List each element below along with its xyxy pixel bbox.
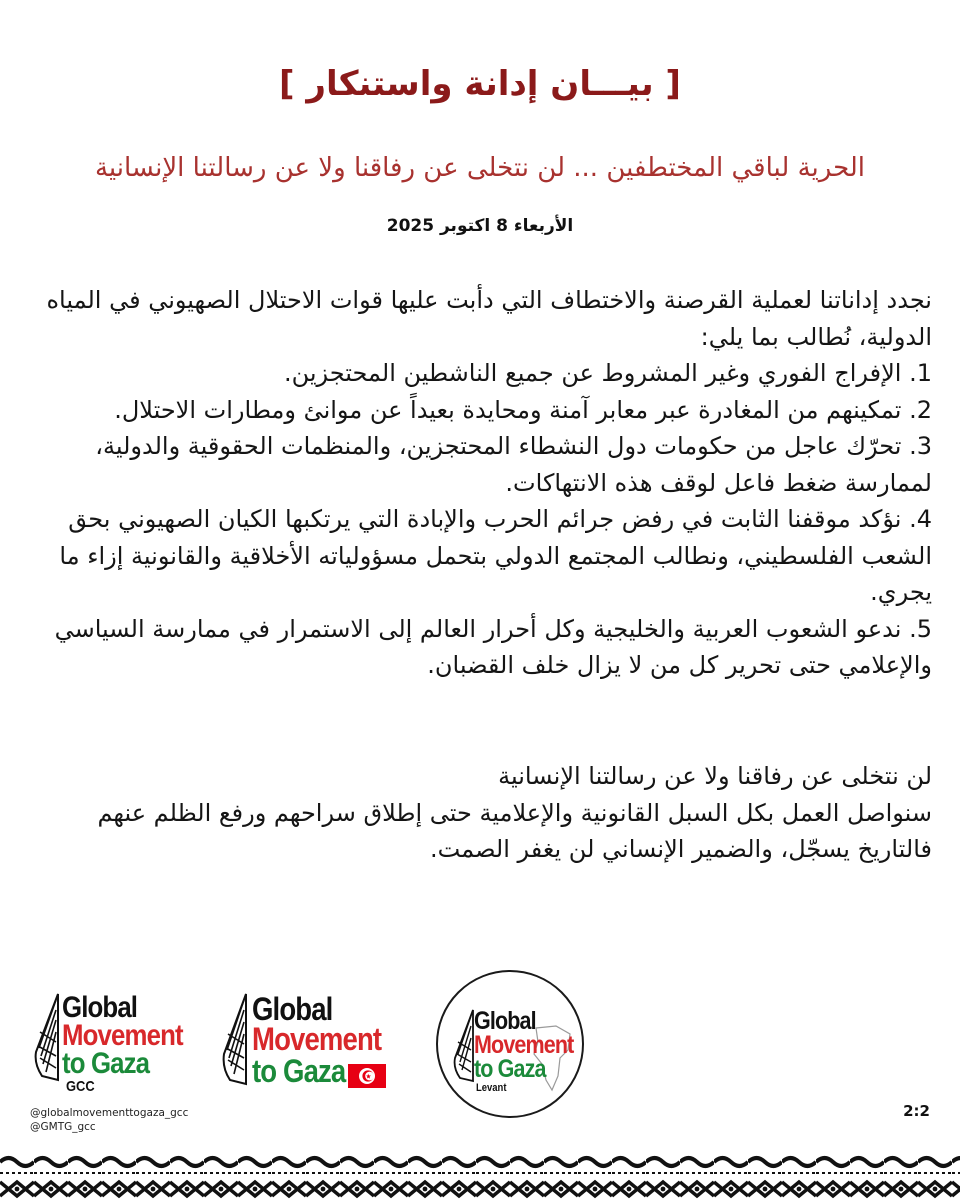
social-handles (30, 1106, 188, 1134)
demand-item: 3. تحرّك عاجل من حكومات دول النشطاء المحتجزين، والمنظمات الحقوقية والدولية، لممارسة ضغط فاعل لوقف هذه الانتهاكات. (95, 432, 932, 497)
closing-section (28, 758, 932, 868)
logo-text: Movement (474, 1031, 574, 1059)
gmtg-gcc-logo (30, 988, 200, 1098)
keffiyeh-sail-icon (452, 1008, 476, 1084)
demand-item: 1. الإفراج الفوري وغير المشروط عن جميع الناشطين المحتجزين. (283, 359, 932, 387)
demand-item: 5. ندعو الشعوب العربية والخليجية وكل أحرار العالم إلى الاستمرار في ممارسة السياسي والإعلامي حتى تحرير كل من لا يزال خلف القضبان. (54, 614, 932, 679)
closing-line: سنواصل العمل بكل السبل القانونية والإعلامية حتى إطلاق سراحهم ورفع الظلم عنهم (97, 798, 932, 827)
closing-line: فالتاريخ يسجّل، والضمير الإنساني لن يغفر الصمت. (430, 835, 932, 863)
logo-text: Levant (476, 1082, 507, 1094)
statement-date: الأربعاء 8 اكتوبر 2025 (386, 216, 574, 236)
statement-title: [ بيـــان إدانة واستنكار ] (279, 64, 681, 104)
page-indicator: 2:2 (903, 1102, 930, 1120)
instagram-handle: @globalmovementtogaza_gcc (30, 1107, 189, 1119)
logo-text: to Gaza (252, 1053, 346, 1089)
logo-text: Movement (62, 1019, 183, 1052)
tunisia-flag-icon (348, 1064, 386, 1088)
statement-subtitle: الحرية لباقي المختطفين ... لن نتخلى عن رفاقنا ولا عن رسالتنا الإنسانية (94, 153, 866, 183)
logo-text: Global (474, 1007, 536, 1035)
gmtg-levant-logo (436, 970, 584, 1118)
demand-item: 2. تمكينهم من المغادرة عبر معابر آمنة ومحايدة بعيداً عن موانئ ومطارات الاحتلال. (114, 395, 932, 424)
closing-line: لن نتخلى عن رفاقنا ولا عن رسالتنا الإنسانية (498, 762, 932, 790)
logo-text: GCC (66, 1078, 95, 1095)
logo-text: Global (252, 991, 333, 1027)
keffiyeh-sail-icon (32, 992, 62, 1084)
statement-body (28, 282, 932, 684)
logo-text: to Gaza (62, 1047, 150, 1080)
logo-text: to Gaza (474, 1055, 546, 1083)
gmtg-tunisia-logo (218, 990, 398, 1100)
demand-item: 4. نؤكد موقفنا الثابت في رفض جرائم الحرب والإبادة التي يرتكبها الكيان الصهيوني بحق الشعب الفلسطيني، ونطالب المجتمع الدولي بتحمل مسؤولياته الأخلاقية والقانونية إزاء ما يجري. (59, 505, 932, 606)
keffiyeh-sail-icon (220, 992, 250, 1088)
logo-text: Movement (252, 1021, 382, 1057)
keffiyeh-pattern-border (0, 1152, 960, 1200)
logo-text: Global (62, 991, 138, 1024)
statement-intro: نجدد إداناتنا لعملية القرصنة والاختطاف التي دأبت عليها قوات الاحتلال الصهيوني في المياه الدولية، نُطالب بما يلي: (46, 286, 932, 351)
x-handle: @GMTG_gcc (30, 1121, 96, 1133)
